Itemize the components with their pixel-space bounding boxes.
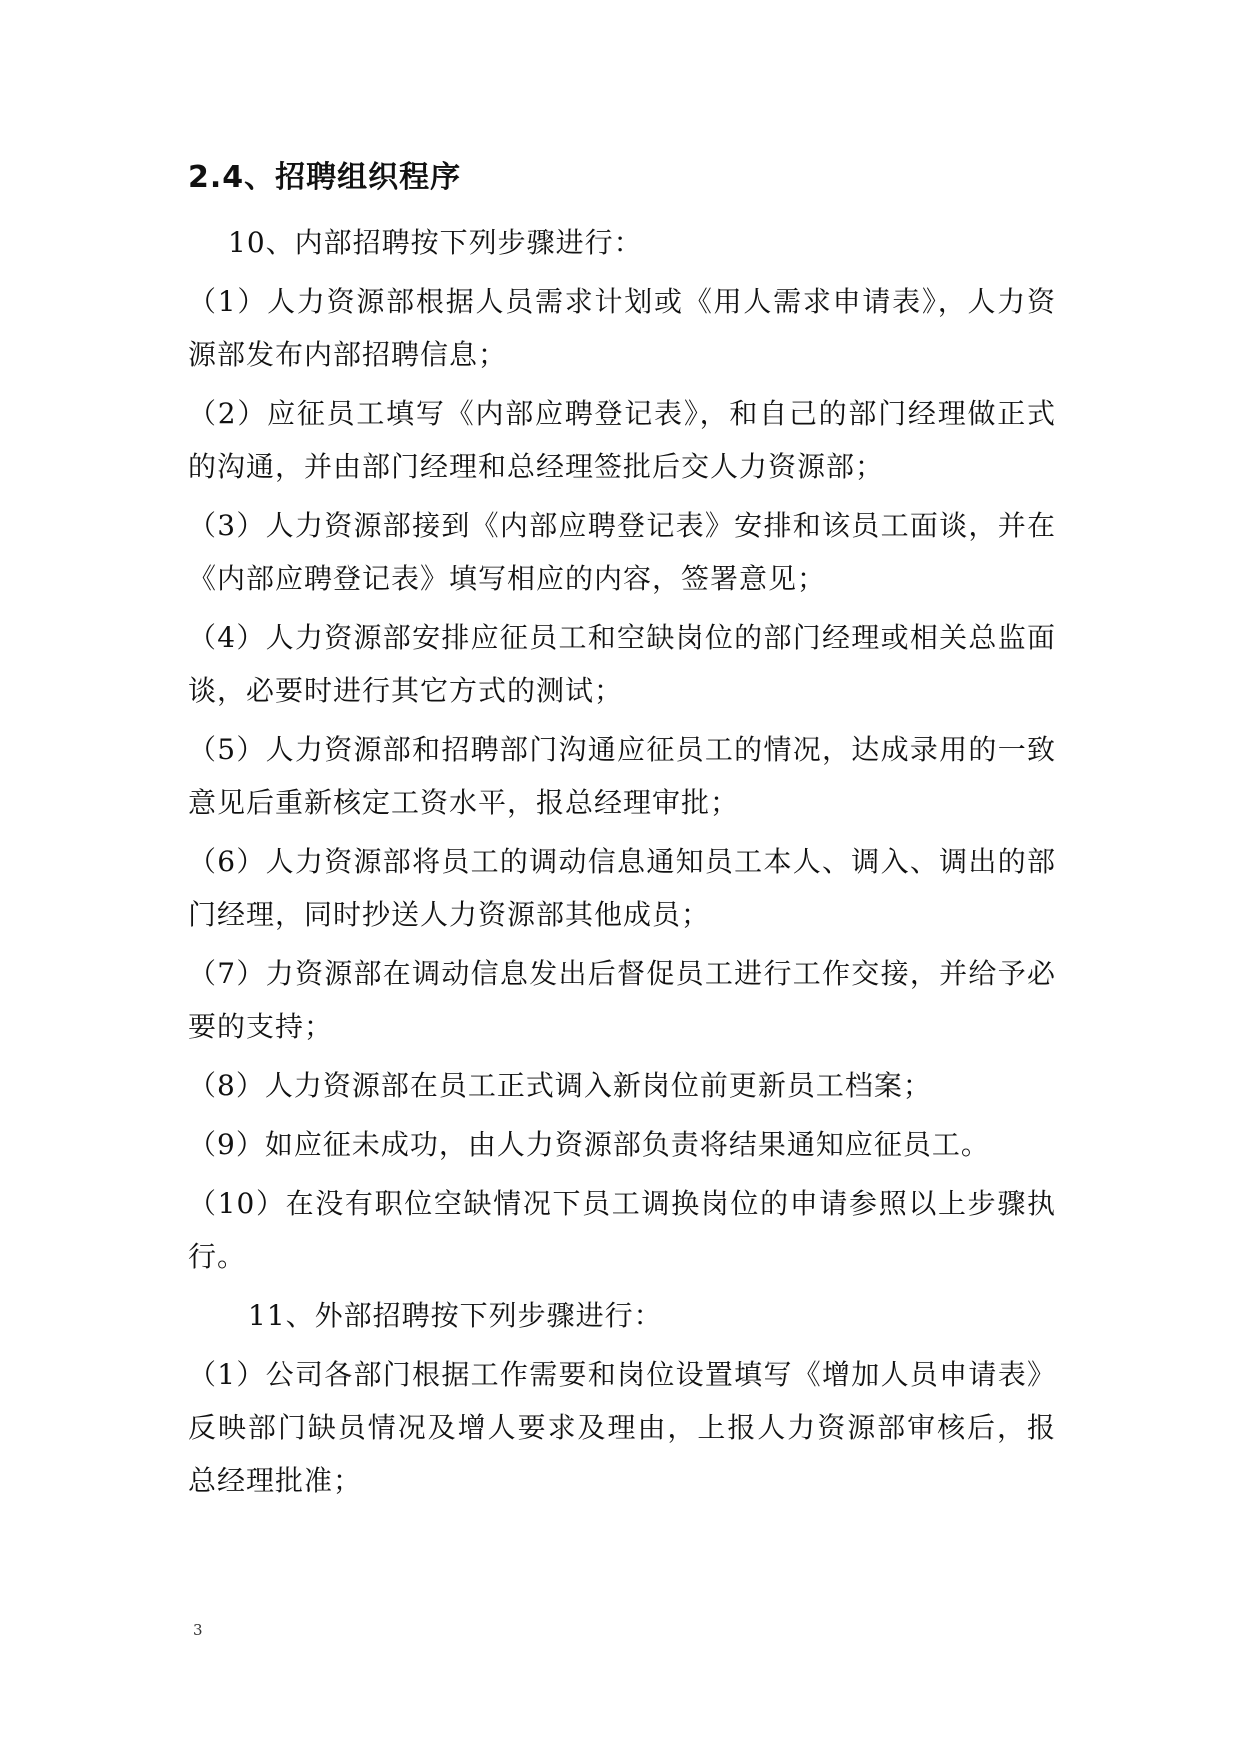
internal-step-7: （7）力资源部在调动信息发出后督促员工进行工作交接，并给予必要的支持； bbox=[188, 957, 1056, 1043]
internal-step-10: （10）在没有职位空缺情况下员工调换岗位的申请参照以上步骤执行。 bbox=[188, 1187, 1056, 1273]
internal-step-9: （9）如应征未成功，由人力资源部负责将结果通知应征员工。 bbox=[188, 1128, 990, 1161]
internal-step-4: （4）人力资源部安排应征员工和空缺岗位的部门经理或相关总监面谈，必要时进行其它方式的测试； bbox=[188, 621, 1056, 707]
internal-recruitment-intro: 10、内部招聘按下列步骤进行： bbox=[228, 226, 643, 259]
document-body bbox=[188, 158, 1056, 1513]
external-recruitment-intro: 11、外部招聘按下列步骤进行： bbox=[248, 1299, 663, 1332]
internal-step-1: （1）人力资源部根据人员需求计划或《用人需求申请表》，人力资源部发布内部招聘信息； bbox=[188, 285, 1056, 371]
internal-step-6: （6）人力资源部将员工的调动信息通知员工本人、调入、调出的部门经理，同时抄送人力资源部其他成员； bbox=[188, 845, 1056, 931]
section-heading: 2.4、招聘组织程序 bbox=[188, 160, 462, 195]
internal-step-5: （5）人力资源部和招聘部门沟通应征员工的情况，达成录用的一致意见后重新核定工资水平，报总经理审批； bbox=[188, 733, 1056, 819]
internal-step-3: （3）人力资源部接到《内部应聘登记表》安排和该员工面谈，并在《内部应聘登记表》填写相应的内容，签署意见； bbox=[188, 509, 1056, 595]
internal-step-8: （8）人力资源部在员工正式调入新岗位前更新员工档案； bbox=[188, 1069, 932, 1102]
internal-step-2: （2）应征员工填写《内部应聘登记表》，和自己的部门经理做正式的沟通，并由部门经理和总经理签批后交人力资源部； bbox=[188, 397, 1056, 483]
external-step-1: （1）公司各部门根据工作需要和岗位设置填写《增加人员申请表》反映部门缺员情况及增人要求及理由，上报人力资源部审核后，报总经理批准； bbox=[188, 1358, 1056, 1497]
page-number: 3 bbox=[193, 1621, 203, 1639]
